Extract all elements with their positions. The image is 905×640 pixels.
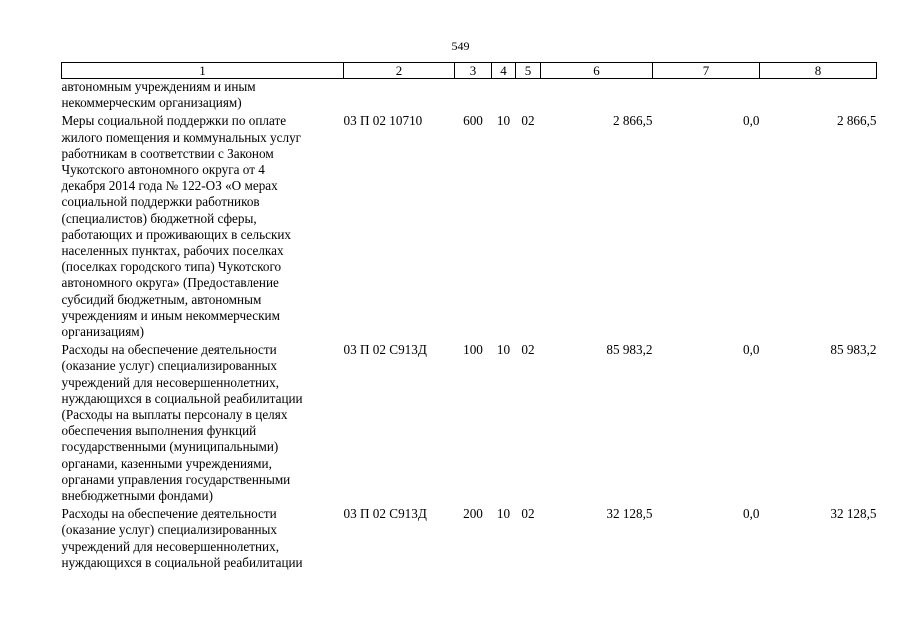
- row-csr-code: 03 П 02 С913Д: [343, 506, 427, 522]
- row-amount: 2 866,5: [612, 113, 653, 129]
- row-total: 32 128,5: [830, 506, 877, 522]
- row-csr-code: [344, 79, 455, 112]
- row-subsection: [516, 79, 541, 112]
- row-name: Расходы на обеспечение деятельности (оказание услуг) специализированных учреждений для несовершеннолетних, нуждающихся в социальной реабилитации: [61, 506, 303, 570]
- header-cell-1: 1: [62, 63, 344, 79]
- row-name: автономным учреждениям и иным некоммерческим организациям): [61, 79, 256, 111]
- row-section: [492, 79, 516, 112]
- row-csr-code: 03 П 02 10710: [343, 113, 423, 129]
- table-row: [62, 79, 877, 112]
- row-expense-type: 600: [463, 113, 483, 129]
- row-expense-type: 200: [463, 506, 483, 522]
- row-total: [760, 79, 877, 112]
- header-cell-8: 8: [760, 63, 877, 79]
- row-change: 0,0: [743, 506, 760, 522]
- header-cell-7: 7: [653, 63, 760, 79]
- table-body: [62, 79, 877, 572]
- header-cell-5: 5: [516, 63, 541, 79]
- row-name: Расходы на обеспечение деятельности (оказание услуг) специализированных учреждений для несовершеннолетних, нуждающихся в социальной реабилитации (Расходы на выплаты персоналу в целях обеспечения выполнения функций государственными (муниципальными) органами, казенными учреждениями, органами управления государственными внебюджетными фондами): [61, 342, 303, 504]
- header-row: [62, 63, 877, 79]
- row-subsection: 02: [521, 113, 535, 129]
- row-section: 10: [496, 342, 511, 358]
- row-amount: 85 983,2: [606, 342, 653, 358]
- row-subsection: 02: [521, 506, 535, 522]
- header-cell-3: 3: [455, 63, 492, 79]
- table-row: [62, 111, 877, 340]
- row-amount: 32 128,5: [606, 506, 653, 522]
- row-section: 10: [496, 113, 511, 129]
- header-cell-4: 4: [492, 63, 516, 79]
- row-change: 0,0: [743, 113, 760, 129]
- header-cell-2: 2: [344, 63, 455, 79]
- row-subsection: 02: [521, 342, 535, 358]
- table-row: [62, 340, 877, 504]
- page-number: 549: [451, 39, 470, 53]
- table-row: [62, 504, 877, 571]
- table-header: [62, 63, 877, 79]
- row-amount: [541, 79, 653, 112]
- row-total: 2 866,5: [836, 113, 877, 129]
- row-change: 0,0: [743, 342, 760, 358]
- row-section: 10: [496, 506, 511, 522]
- row-expense-type: [455, 79, 492, 112]
- row-total: 85 983,2: [830, 342, 877, 358]
- row-expense-type: 100: [463, 342, 483, 358]
- row-change: [653, 79, 760, 112]
- header-cell-6: 6: [541, 63, 653, 79]
- budget-table: [61, 62, 877, 571]
- row-csr-code: 03 П 02 С913Д: [343, 342, 427, 358]
- row-name: Меры социальной поддержки по оплате жилого помещения и коммунальных услуг работникам в соответствии с Законом Чукотского автономного округа от 4 декабря 2014 года № 122-ОЗ «О мерах социальной поддержки работников (специалистов) бюджетной сферы, работающих и проживающих в сельских населенных пунктах, рабочих поселках (поселках городского типа) Чукотского автономного округа» (Предоставление субсидий бюджетным, автономным учреждениям и иным некоммерческим организациям): [61, 113, 302, 340]
